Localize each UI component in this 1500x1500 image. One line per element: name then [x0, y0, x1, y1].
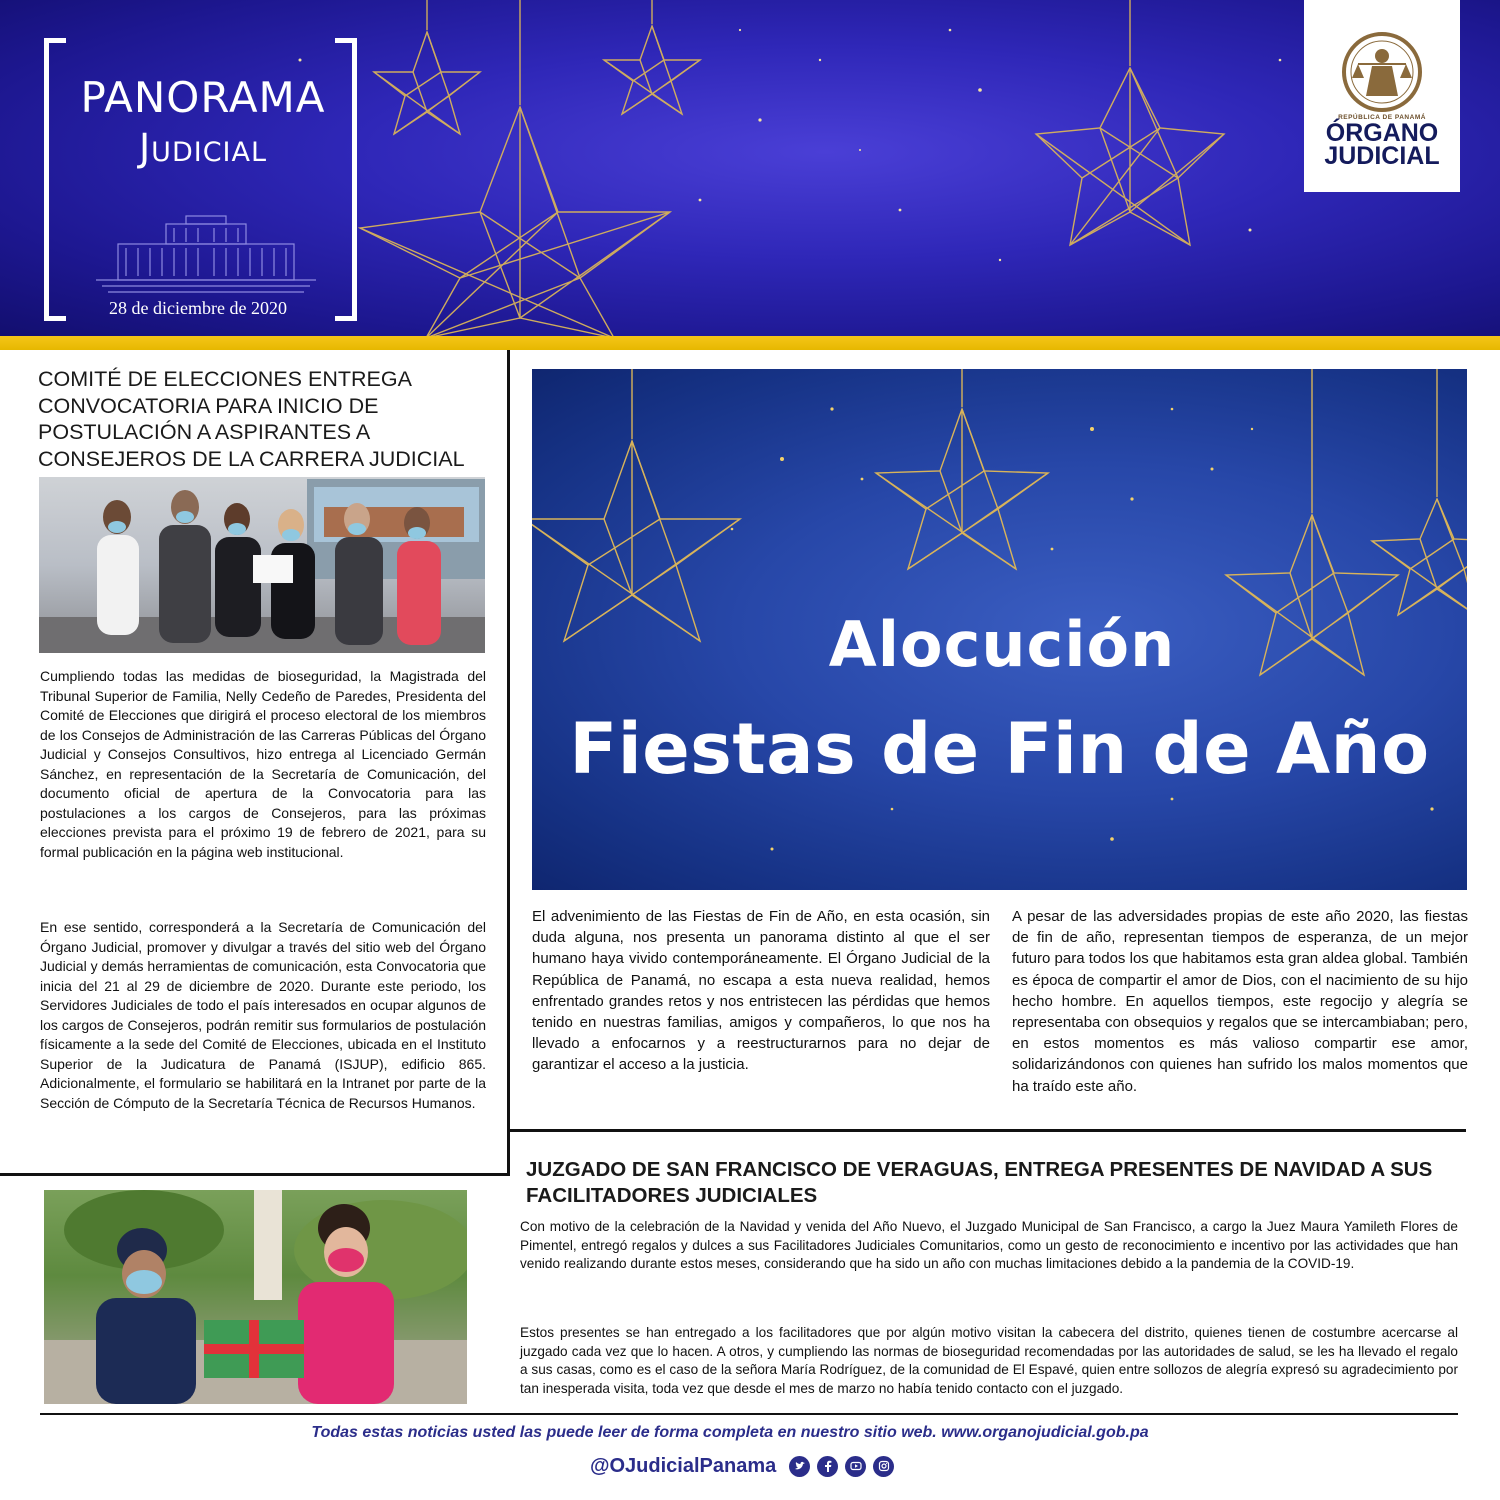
- logo-country: REPÚBLICA DE PANAMÁ: [1338, 114, 1426, 121]
- social-handle[interactable]: @OJudicialPanama: [590, 1454, 777, 1477]
- right-article-headline: JUZGADO DE SAN FRANCISCO DE VERAGUAS, ENTREGA PRESENTES DE NAVIDAD A SUS FACILITADORES JUDICIALES: [526, 1158, 1433, 1207]
- column-divider-vertical: [507, 350, 510, 1176]
- footer-website-note: Todas estas noticias usted las puede leer de forma completa en nuestro sitio web. www.organojudicial.gob.pa: [311, 1424, 1149, 1441]
- justice-emblem-icon: [1334, 30, 1430, 114]
- christmas-gift-photo: [44, 1190, 467, 1404]
- social-media-bar: [590, 1451, 894, 1481]
- organo-judicial-logo: [1304, 0, 1460, 192]
- right-article-paragraph-1: Con motivo de la celebración de la Navidad y venida del Año Nuevo, el Juzgado Municipal de San Francisco, a cargo la Juez Maura Yamileth Flores de Pimentel, entregó regalos y dulces a sus Facilitadores Judiciales Comunitarios, como un gesto de reconocimiento e incentivo por las actividades que han venido realizando durante estos meses, considerando que ha sido un año con muchas limitaciones debido a la pandemia de la COVID-19.: [520, 1219, 1458, 1272]
- youtube-icon[interactable]: [845, 1456, 866, 1477]
- center-article-column-2: A pesar de las adversidades propias de este año 2020, las fiestas de fin de año, representan tiempos de esperanza, de un mejor futuro para todos los que habitamos esta gran aldea global. También es época de compartir el amor de Dios, con el nacimiento de su hijo hecho hombre. En aquellos tiempos, este regocijo y alegría se representaba con obsequios y regalos que se intercambiaban; pero, en estos momentos es más valioso compartir ese amor, solidarizándonos con quienes han sufrido los malos momentos que ha traído este año.: [1012, 908, 1468, 1095]
- publication-title-line2: Judicial: [138, 126, 268, 170]
- center-article-column-1: El advenimiento de las Fiestas de Fin de Año, en esta ocasión, sin duda alguna, nos presenta un panorama distinto al que el ser humano haya vivido contemporáneamente. El Órgano Judicial de la República de Panamá, no escapa a esta nueva realidad, hemos enfrentado grandes retos y nos entristecen las pérdidas que hemos tenido en nuestras familias, amigos y compañeros, lo que nos ha llevado a enfocarnos y a reestructurarnos para no dejar de garantizar el acceso a la justicia.: [532, 908, 990, 1074]
- right-article-paragraph-2: Estos presentes se han entregado a los facilitadores que por algún motivo visitan la cabecera del distrito, quienes tienen de costumbre acercarse al juzgado cada vez que lo hacen. A otros, y cumpliendo las normas de bioseguridad recomendadas por las autoridades de salud, se les ha llevado el regalo a sus casas, como es el caso de la señora María Rodríguez, de la comunidad de El Espavé, quien entre sollozos de alegría expresó su agradecimiento por tan inesperada visita, toda vez que desde el mes de marzo no había tenido contacto con el juzgado.: [520, 1325, 1458, 1396]
- facebook-icon[interactable]: [817, 1456, 838, 1477]
- twitter-icon[interactable]: [789, 1456, 810, 1477]
- publication-title-line1: PANORAMA: [80, 73, 326, 122]
- banner-title-line1: Alocución: [828, 608, 1176, 681]
- gold-header-stripe: [0, 336, 1500, 350]
- instagram-icon[interactable]: [873, 1456, 894, 1477]
- footer-divider: [40, 1413, 1458, 1415]
- column-divider-left: [0, 1173, 510, 1176]
- election-committee-photo: [39, 477, 485, 653]
- column-divider-right: [508, 1129, 1466, 1132]
- left-article-headline: COMITÉ DE ELECCIONES ENTREGA CONVOCATORIA PARA INICIO DE POSTULACIÓN A ASPIRANTES A CONSEJEROS DE LA CARRERA JUDICIAL: [38, 367, 465, 471]
- issue-date: 28 de diciembre de 2020: [109, 298, 287, 318]
- logo-name-line1: ÓRGANO: [1325, 119, 1439, 147]
- left-article-paragraph-1: Cumpliendo todas las medidas de bioseguridad, la Magistrada del Tribunal Superior de Familia, Nelly Cedeño de Paredes, Presidenta del Comité de Elecciones que dirigirá el proceso electoral de los miembros de los Consejos de Administración de las Carreras Públicas del Órgano Judicial y Consejos Consultivos, hizo entrega al Licenciado Germán Sánchez, en representación de la Secretaría de Comunicación, del documento oficial de apertura de la Convocatoria para las postulaciones a los cargos de Consejeros, para las próximas elecciones prevista para el próximo 19 de febrero de 2021, para su formal publicación en la página web institucional.: [40, 668, 486, 860]
- masthead: [0, 0, 1500, 338]
- publication-title: [58, 73, 348, 170]
- logo-name-line2: JUDICIAL: [1324, 142, 1440, 170]
- left-article-paragraph-2: En ese sentido, corresponderá a la Secretaría de Comunicación del Órgano Judicial, promover y divulgar a través del sitio web del Órgano Judicial y demás herramientas de comunicación, esta Convocatoria que inicia del 21 al 29 de diciembre de 2020. Durante este periodo, los Servidores Judiciales de todo el país interesados en ocupar algunos de los cargos de Consejeros, podrán remitir sus formularios de postulación físicamente a la sede del Comité de Elecciones, ubicada en el Instituto Superior de la Judicatura de Panamá (ISJUP), edificio 865. Adicionalmente, el formulario se habilitará en la Intranet por parte de la Sección de Cómputo de la Secretaría Técnica de Recursos Humanos.: [40, 919, 486, 1111]
- banner-title-line2: Fiestas de Fin de Año: [569, 708, 1430, 790]
- courthouse-building-illustration: [96, 212, 316, 294]
